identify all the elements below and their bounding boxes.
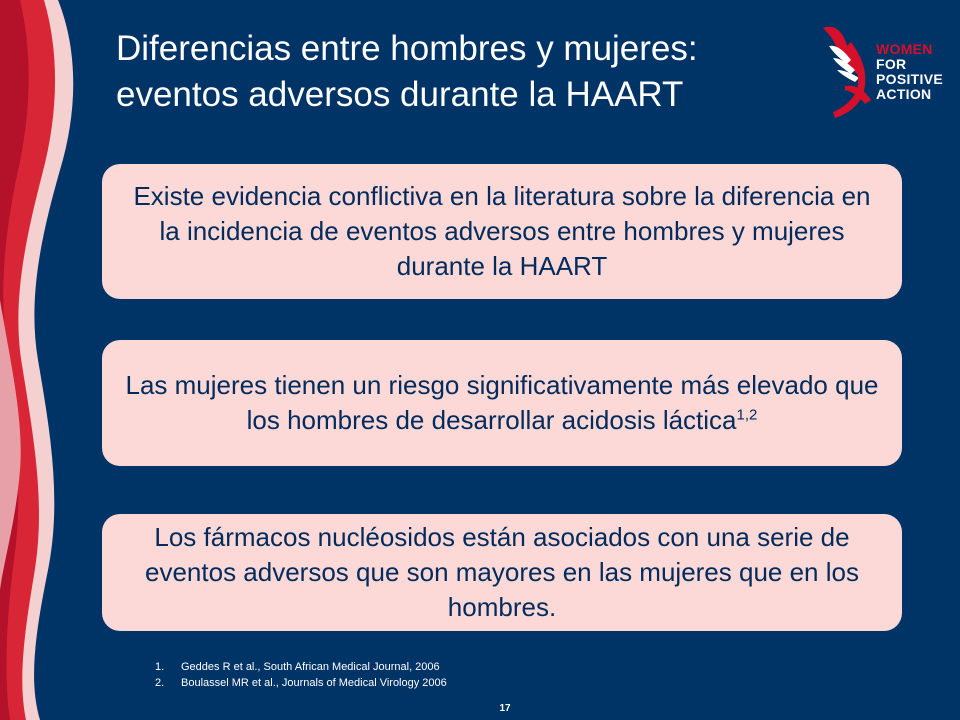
- citation-superscript: 1,2: [736, 406, 758, 424]
- logo-line-action: ACTION: [876, 86, 932, 102]
- content-box-2-text: Las mujeres tienen un riesgo significativamente más elevado que los hombres de desarrollar acidosis láctica: [125, 370, 879, 435]
- content-box-3: [102, 514, 902, 631]
- decorative-ribbon: [0, 0, 110, 720]
- content-box-1: [102, 164, 902, 299]
- content-box-2-text-wrapper: [122, 368, 882, 438]
- page-number: 17: [499, 703, 511, 714]
- slide-title: [116, 26, 806, 118]
- title-line-2: eventos adversos durante la HAART: [116, 75, 684, 114]
- content-box-2: [102, 340, 902, 466]
- reference-text: Geddes R et al., South African Medical Journal, 2006: [181, 661, 440, 673]
- reference-number: 2.: [155, 677, 165, 689]
- logo-line-positive: POSITIVE: [876, 71, 943, 87]
- content-box-1-text: Existe evidencia conflictiva en la literatura sobre la diferencia en la incidencia de eventos adversos entre hombres y mujeres durante la HAART: [133, 181, 871, 281]
- reference-text: Boulassel MR et al., Journals of Medical Virology 2006: [181, 677, 447, 689]
- reference-item: [155, 659, 447, 675]
- logo-line-women: WOMEN: [876, 41, 933, 57]
- title-line-1: Diferencias entre hombres y mujeres:: [116, 29, 698, 68]
- reference-item: [155, 675, 447, 691]
- references-list: [155, 659, 447, 691]
- content-box-3-text: Los fármacos nucléosidos están asociados con una serie de eventos adversos que son mayores en las mujeres que en los hombres.: [145, 522, 859, 622]
- logo-line-for: FOR: [876, 56, 907, 72]
- reference-number: 1.: [155, 661, 165, 673]
- logo-wordmark: [876, 42, 943, 102]
